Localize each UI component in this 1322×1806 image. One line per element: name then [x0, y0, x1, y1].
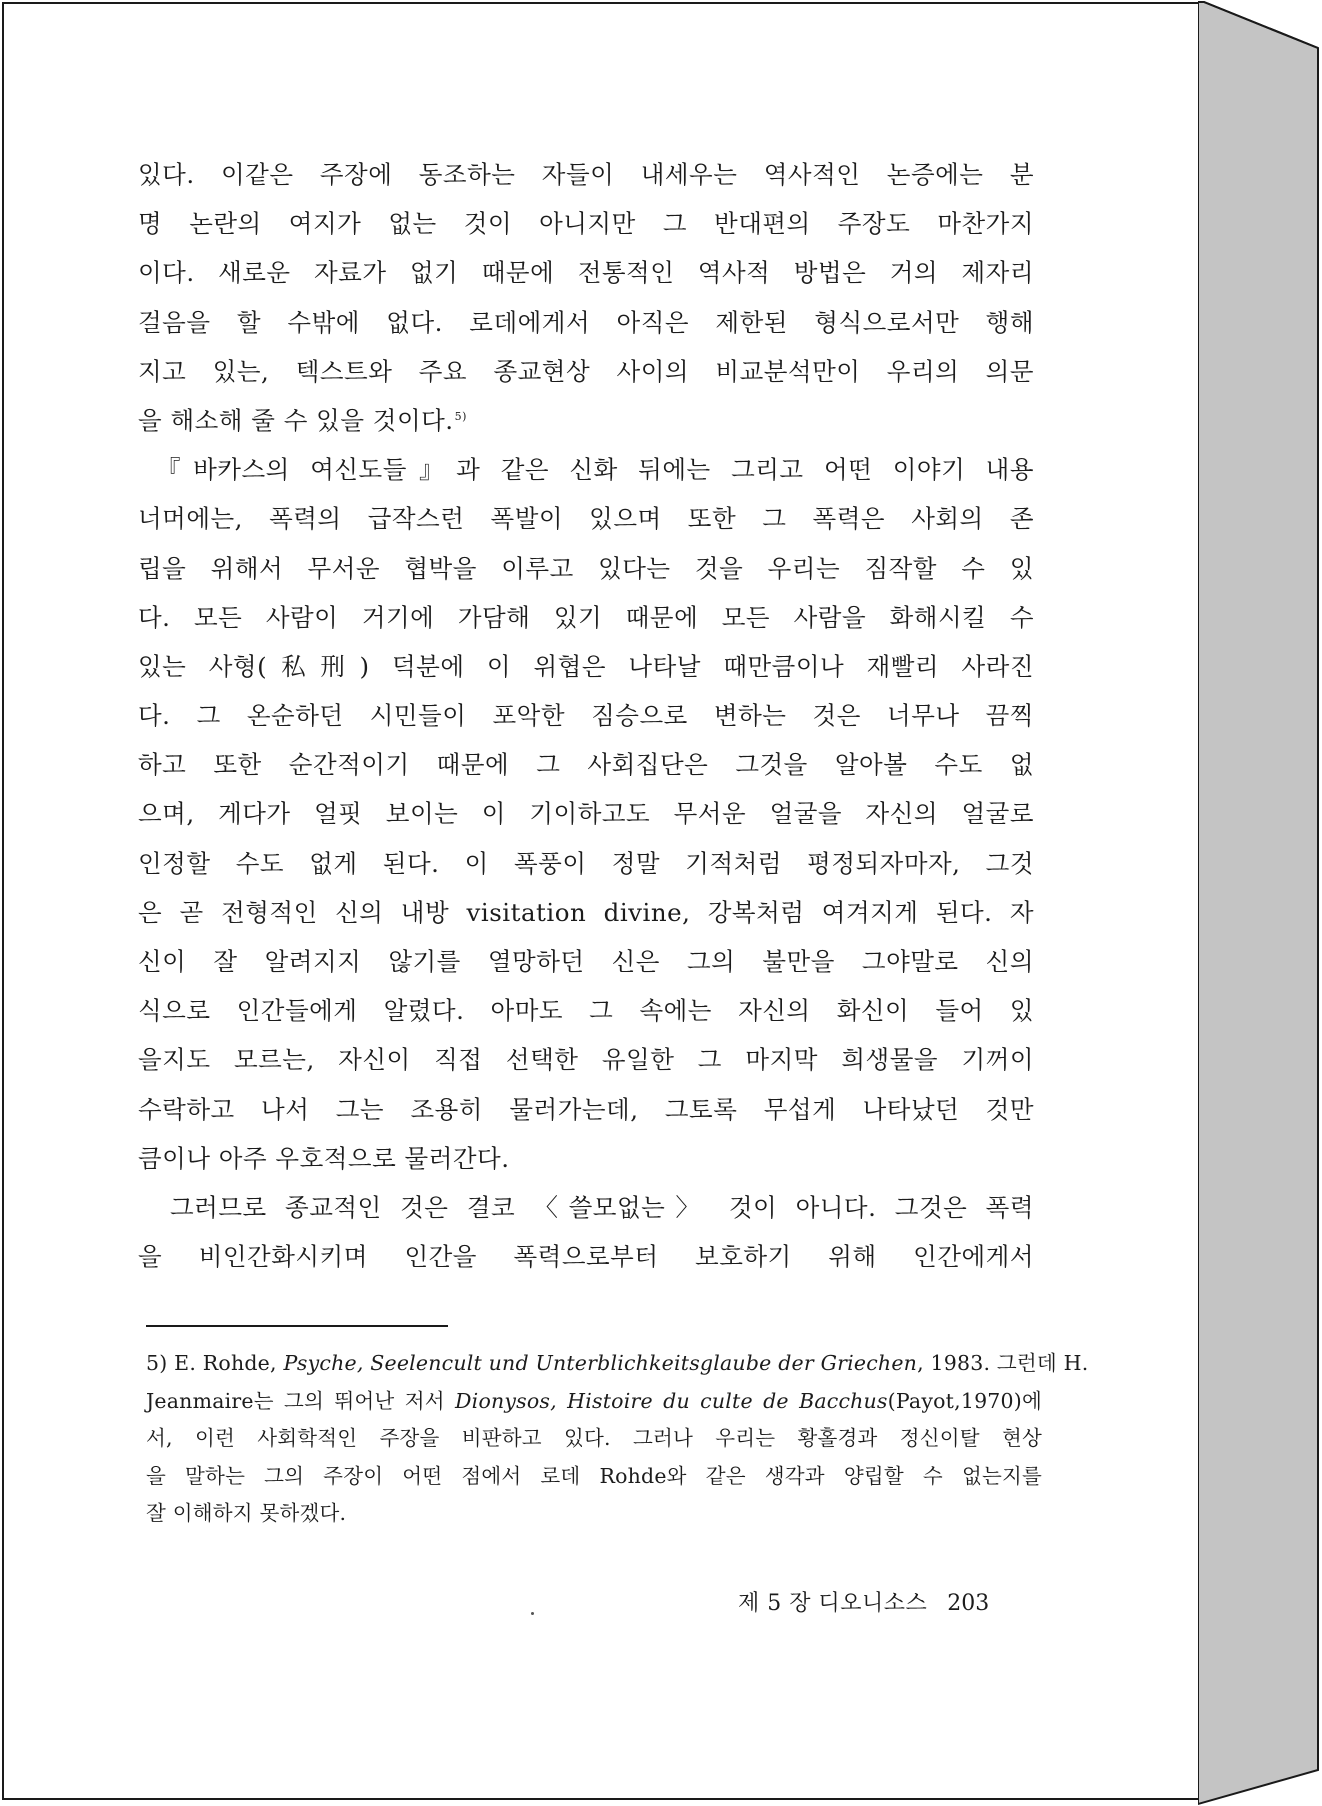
text-line: 이다. 새로운 자료가 없기 때문에 전통적인 역사적 방법은 거의 제자리: [138, 258, 1034, 288]
footnote-text: (Payot,1970)에: [887, 1388, 1042, 1413]
text-line: 은 곧 전형적인 신의 내방 visitation divine, 강복처럼 여겨지게 된다. 자: [138, 897, 1034, 927]
footnote-5: [146, 1345, 1089, 1533]
footnote-text: Jeanmaire는 그의 뛰어난 저서: [146, 1388, 445, 1413]
footnote-line: 서, 이런 사회학적인 주장을 비판하고 있다. 그러나 우리는 황홀경과 정신이탈 현상: [146, 1426, 1042, 1450]
text-line: 인정할 수도 없게 된다. 이 폭풍이 정말 기적처럼 평정되자마자, 그것: [138, 848, 1034, 878]
text-line: 있다. 이같은 주장에 동조하는 자들이 내세우는 역사적인 논증에는 분: [138, 160, 1034, 189]
footnote-line: 을 말하는 그의 주장이 어떤 점에서 로데 Rohde와 같은 생각과 양립할 수 없는지를: [146, 1463, 1042, 1488]
text-line: 큼이나 아주 우호적으로 물러간다.: [138, 1143, 510, 1173]
footnote-line: [146, 1383, 1042, 1421]
text-line: 립을 위해서 무서운 협박을 이루고 있다는 것을 우리는 짐작할 수 있: [138, 553, 1034, 583]
running-footer: [738, 1586, 989, 1617]
text-line: 걸음을 할 수밖에 없다. 로데에게서 아직은 제한된 형식으로서만 행해: [138, 307, 1034, 337]
text-line: 『바카스의 여신도들』과 같은 신화 뒤에는 그리고 어떤 이야기 내용: [156, 455, 1034, 485]
footnote-book-title: Dionysos, Histoire du culte de Bacchus: [455, 1388, 888, 1413]
text-line: 다. 그 온순하던 시민들이 포악한 짐승으로 변하는 것은 너무나 끔찍: [138, 701, 1034, 731]
text-line: 그러므로 종교적인 것은 결코 〈쓸모없는〉 것이 아니다. 그것은 폭력: [170, 1192, 1034, 1222]
footnote-line: [146, 1345, 1089, 1383]
paragraph-1: [138, 150, 1034, 445]
footnote-author: E. Rohde,: [174, 1351, 277, 1375]
text-line: 식으로 인간들에게 알렸다. 아마도 그 속에는 자신의 화신이 들어 있: [138, 996, 1034, 1026]
text-line: 하고 또한 순간적이기 때문에 그 사회집단은 그것을 알아볼 수도 없: [138, 750, 1034, 780]
body-text: [138, 150, 1034, 1281]
footnote-book-title: Psyche, Seelencult und Unterblichkeitsglaube der Griechen: [283, 1351, 918, 1375]
paragraph-2: [138, 445, 1034, 1183]
footnote-reference: 5): [454, 409, 467, 423]
text-line: 신이 잘 알려지지 않기를 열망하던 신은 그의 불만을 그야말로 신의: [138, 947, 1034, 976]
text-line: 지고 있는, 텍스트와 주요 종교현상 사이의 비교분석만이 우리의 의문: [138, 356, 1034, 386]
footnote-divider: [146, 1325, 448, 1327]
footnote-marker: 5): [146, 1351, 168, 1375]
text-line: [138, 396, 1034, 445]
text-line: 으며, 게다가 얼핏 보이는 이 기이하고도 무서운 얼굴을 자신의 얼굴로: [138, 799, 1034, 829]
text-line: 명 논란의 여지가 없는 것이 아니지만 그 반대편의 주장도 마찬가지: [138, 209, 1034, 239]
scan-speck: [531, 1612, 534, 1615]
text-line: 너머에는, 폭력의 급작스런 폭발이 있으며 또한 그 폭력은 사회의 존: [138, 504, 1034, 534]
paragraph-3: [138, 1183, 1034, 1281]
text-line: 을 비인간화시키며 인간을 폭력으로부터 보호하기 위해 인간에게서: [138, 1242, 1034, 1272]
book-page-edge: [1198, 0, 1322, 1806]
text-line: 을지도 모르는, 자신이 직접 선택한 유일한 그 마지막 희생물을 기꺼이: [138, 1045, 1034, 1075]
text-line: 수락하고 나서 그는 조용히 물러가는데, 그토록 무섭게 나타났던 것만: [138, 1094, 1034, 1124]
footnote-line: 잘 이해하지 못하겠다.: [146, 1501, 347, 1525]
text-line-content: 을 해소해 줄 수 있을 것이다.: [138, 405, 454, 435]
page-number: 203: [947, 1591, 990, 1616]
text-line: 있는 사형(私刑) 덕분에 이 위협은 나타날 때만큼이나 재빨리 사라진: [138, 651, 1034, 681]
footnote-year: , 1983. 그런데 H.: [917, 1351, 1089, 1375]
text-line: 다. 모든 사람이 거기에 가담해 있기 때문에 모든 사람을 화해시킬 수: [138, 602, 1034, 632]
chapter-title: 제 5 장 디오니소스: [738, 1591, 928, 1616]
